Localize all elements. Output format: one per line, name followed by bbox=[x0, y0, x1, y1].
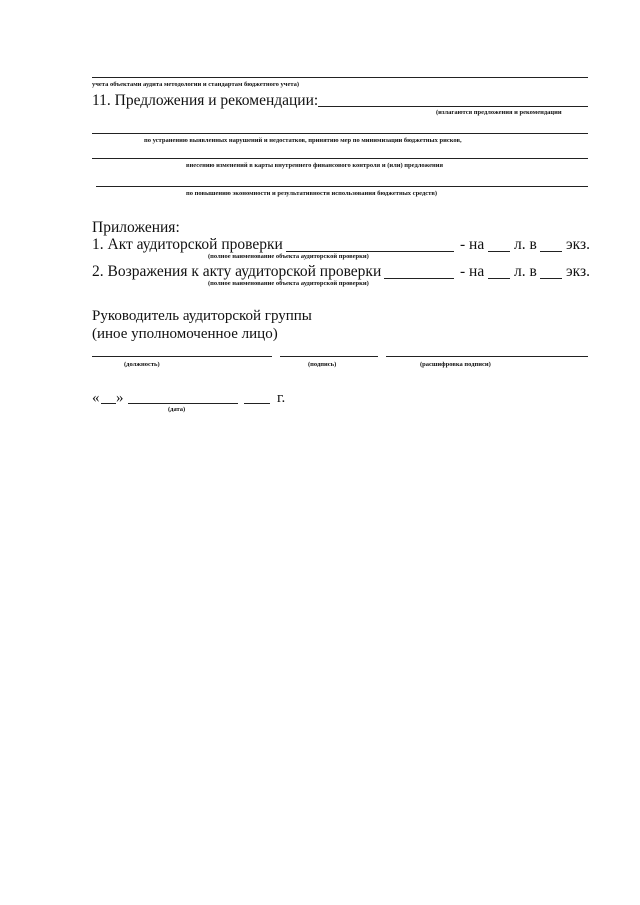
date-month-line[interactable] bbox=[128, 403, 238, 404]
section10-continuation: учета объектами аудита методологии и стандартам бюджетного учета) bbox=[92, 81, 300, 88]
section11-fill-line-3[interactable] bbox=[92, 158, 588, 159]
signatory-title-2: (иное уполномоченное лицо) bbox=[92, 326, 278, 342]
attachment-1-ekz: экз. bbox=[566, 236, 590, 253]
section11-fill-line-4[interactable] bbox=[96, 186, 588, 187]
section11-title: 11. Предложения и рекомендации: bbox=[92, 92, 319, 109]
signature-hint: (подпись) bbox=[308, 361, 337, 368]
section11-fill-line-1[interactable] bbox=[318, 106, 588, 107]
section11-hint-1: (излагаются предложения и рекомендации bbox=[436, 109, 562, 116]
position-line[interactable] bbox=[92, 356, 272, 357]
signature-line[interactable] bbox=[280, 356, 378, 357]
attachment-1-hint: (полное наименование объекта аудиторской проверки) bbox=[208, 253, 369, 260]
signature-decode-line[interactable] bbox=[386, 356, 588, 357]
date-quote-close: » bbox=[116, 390, 124, 406]
attachment-1-l-v: л. в bbox=[514, 236, 537, 253]
section11-hint-3: внесению изменений в карты внутреннего финансового контроля и (или) предложения bbox=[186, 162, 443, 169]
attachment-2-copies-line[interactable] bbox=[540, 278, 562, 279]
date-day-line[interactable] bbox=[101, 403, 116, 404]
signature-decode-hint: (расшифровка подписи) bbox=[420, 361, 491, 368]
attachment-1-label: 1. Акт аудиторской проверки bbox=[92, 236, 283, 253]
signatory-title-1: Руководитель аудиторской группы bbox=[92, 308, 312, 324]
attachment-1-name-line[interactable] bbox=[286, 251, 454, 252]
date-year-suffix: г. bbox=[277, 390, 286, 406]
date-quote-open: « bbox=[92, 390, 100, 406]
date-year-line[interactable] bbox=[244, 403, 270, 404]
section11-hint-4: по повышению экономности и результативности использования бюджетных средств) bbox=[186, 190, 438, 197]
position-hint: (должность) bbox=[124, 361, 160, 368]
attachment-2-label: 2. Возражения к акту аудиторской проверки bbox=[92, 263, 382, 280]
section11-hint-2: по устранению выявленных нарушений и недостатков, принятию мер по минимизации бюджетных рисков, bbox=[144, 137, 462, 144]
attachment-2-hint: (полное наименование объекта аудиторской проверки) bbox=[208, 280, 369, 287]
attachment-1-copies-line[interactable] bbox=[540, 251, 562, 252]
attachment-2-l-v: л. в bbox=[514, 263, 537, 280]
attachments-title: Приложения: bbox=[92, 219, 180, 236]
attachment-2-name-line[interactable] bbox=[384, 278, 454, 279]
section11-fill-line-2[interactable] bbox=[92, 133, 588, 134]
attachment-1-pages-line[interactable] bbox=[488, 251, 510, 252]
rule-section10 bbox=[92, 77, 588, 78]
date-hint: (дата) bbox=[168, 406, 186, 413]
attachment-1-dash-na: - на bbox=[460, 236, 485, 253]
attachment-2-ekz: экз. bbox=[566, 263, 590, 280]
attachment-2-dash-na: - на bbox=[460, 263, 485, 280]
attachment-2-pages-line[interactable] bbox=[488, 278, 510, 279]
